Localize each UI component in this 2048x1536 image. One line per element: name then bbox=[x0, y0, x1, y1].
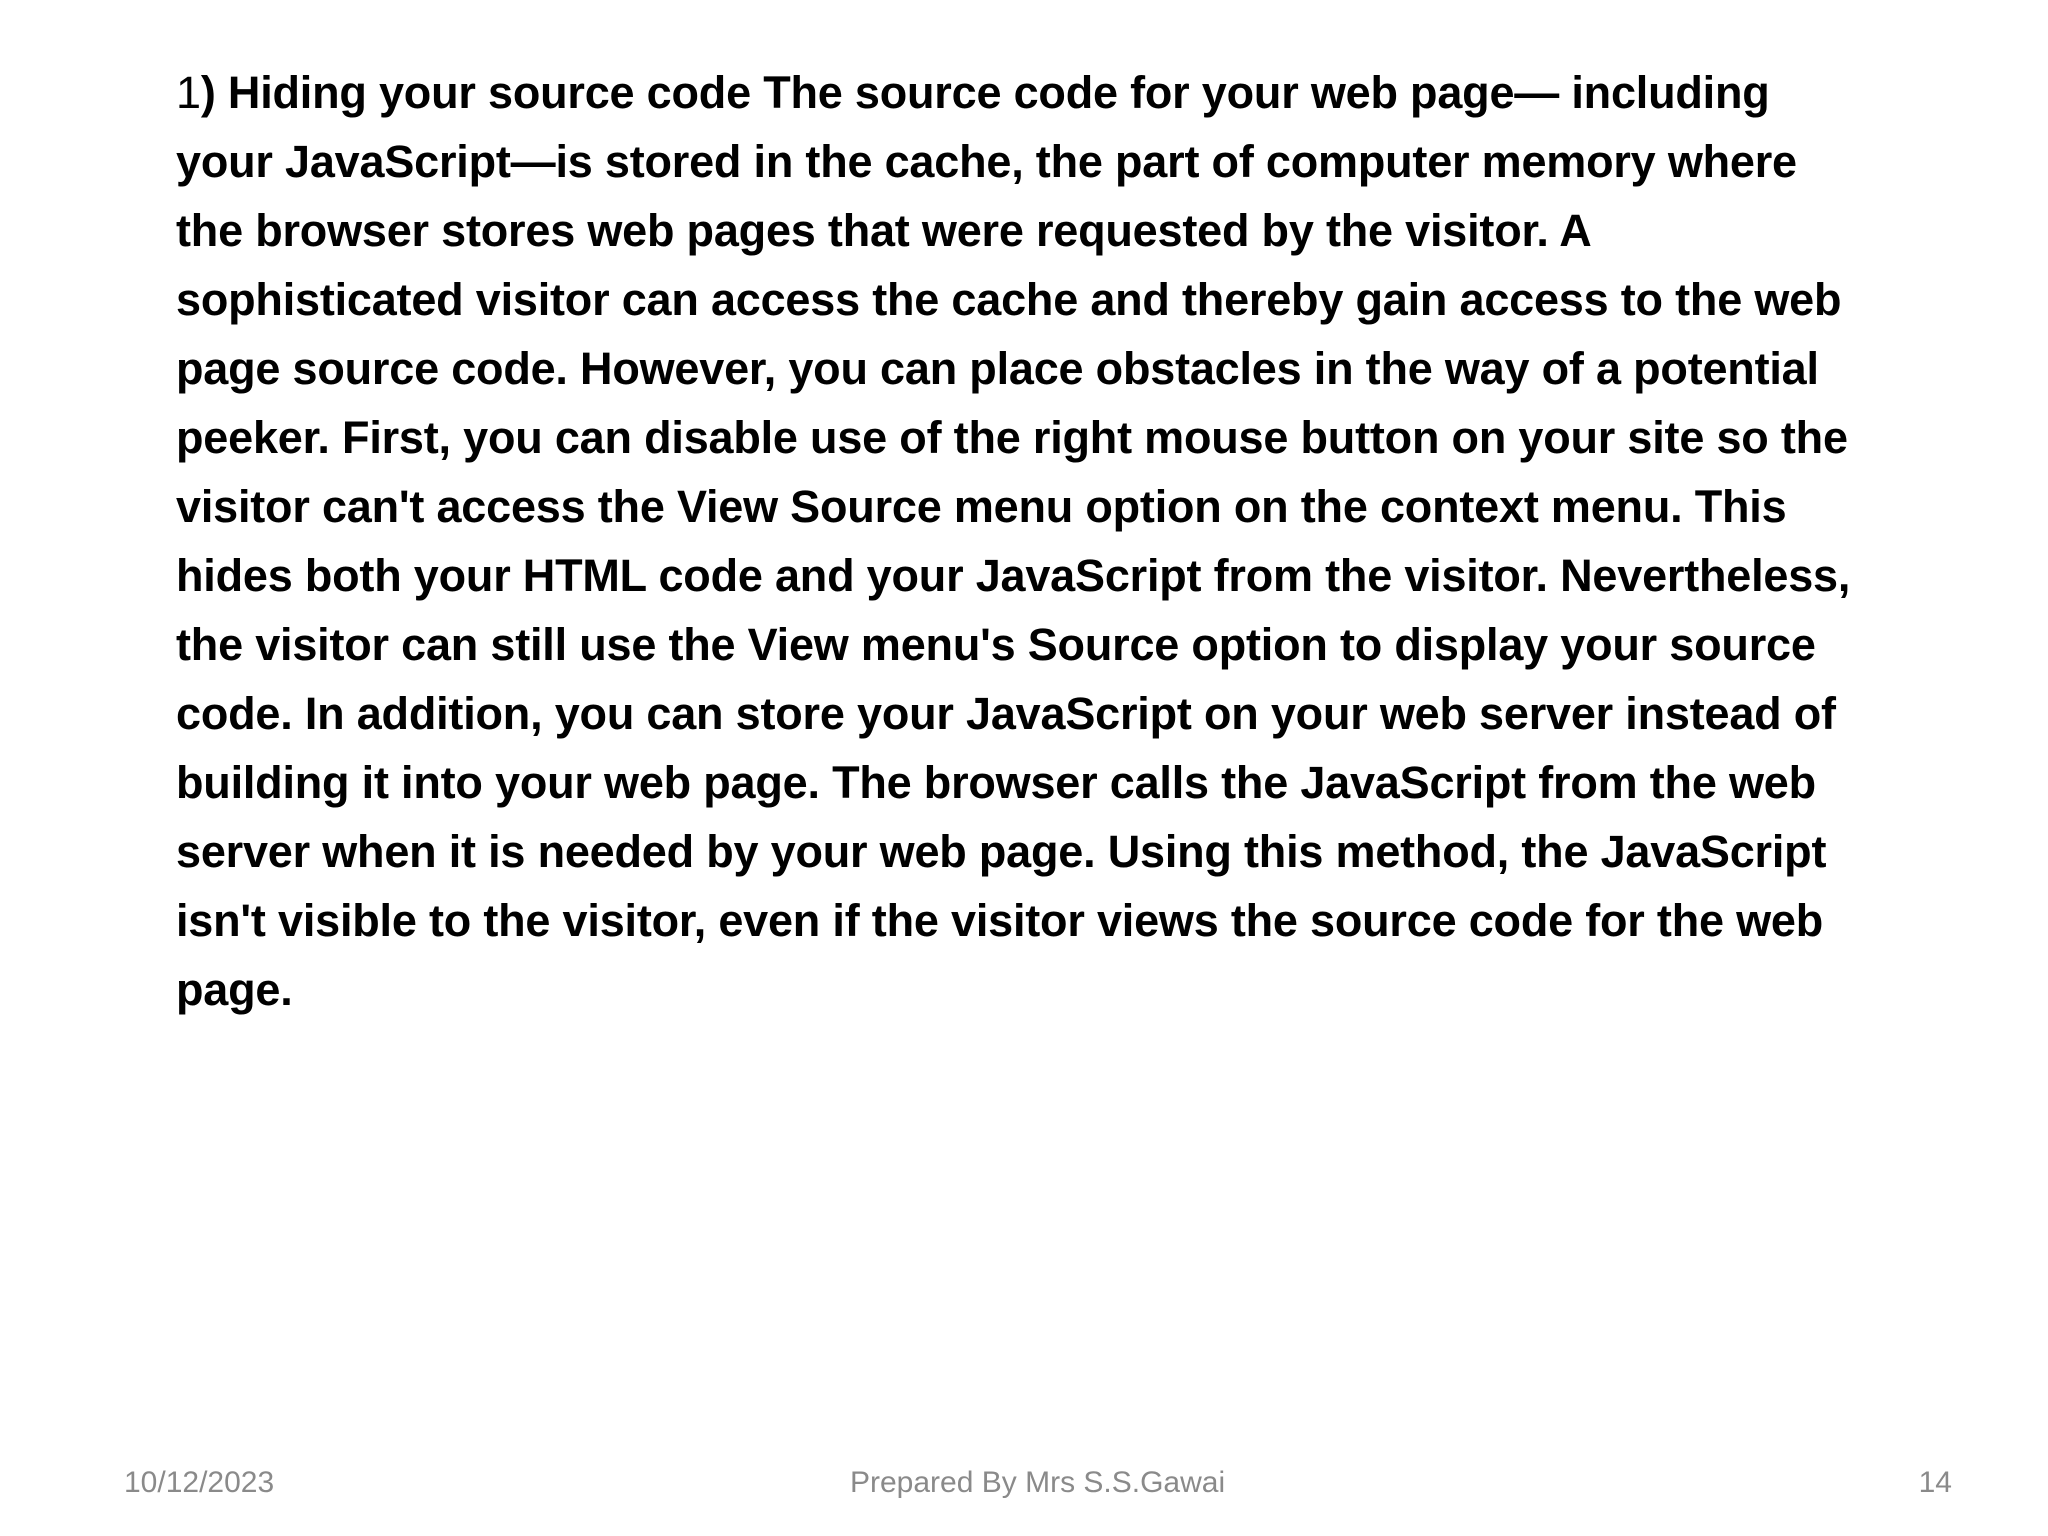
paragraph-number: 1 bbox=[176, 67, 201, 118]
paragraph-text: ) Hiding your source code The source code for your web page— including your JavaScript—is stored in the cache, the part of computer memory where the browser stores web pages that were requested by the visitor. A sophisticated visitor can access the cache and thereby gain access to the web page source code. However, you can place obstacles in the way of a potential peeker. First, you can disable use of the right mouse button on your site so the visitor can't access the View Source menu option on the context menu. This hides both your HTML code and your JavaScript from the visitor. Nevertheless, the visitor can still use the View menu's Source option to display your source code. In addition, you can store your JavaScript on your web server instead of building it into your web page. The browser calls the JavaScript from the web server when it is needed by your web page. Using this method, the JavaScript isn't visible to the visitor, even if the visitor views the source code for the web page. bbox=[176, 67, 1851, 1015]
slide-body-paragraph bbox=[176, 58, 1876, 1024]
footer-date: 10/12/2023 bbox=[124, 1466, 275, 1499]
footer-author: Prepared By Mrs S.S.Gawai bbox=[850, 1466, 1226, 1499]
footer-page-number: 14 bbox=[1918, 1466, 1952, 1499]
